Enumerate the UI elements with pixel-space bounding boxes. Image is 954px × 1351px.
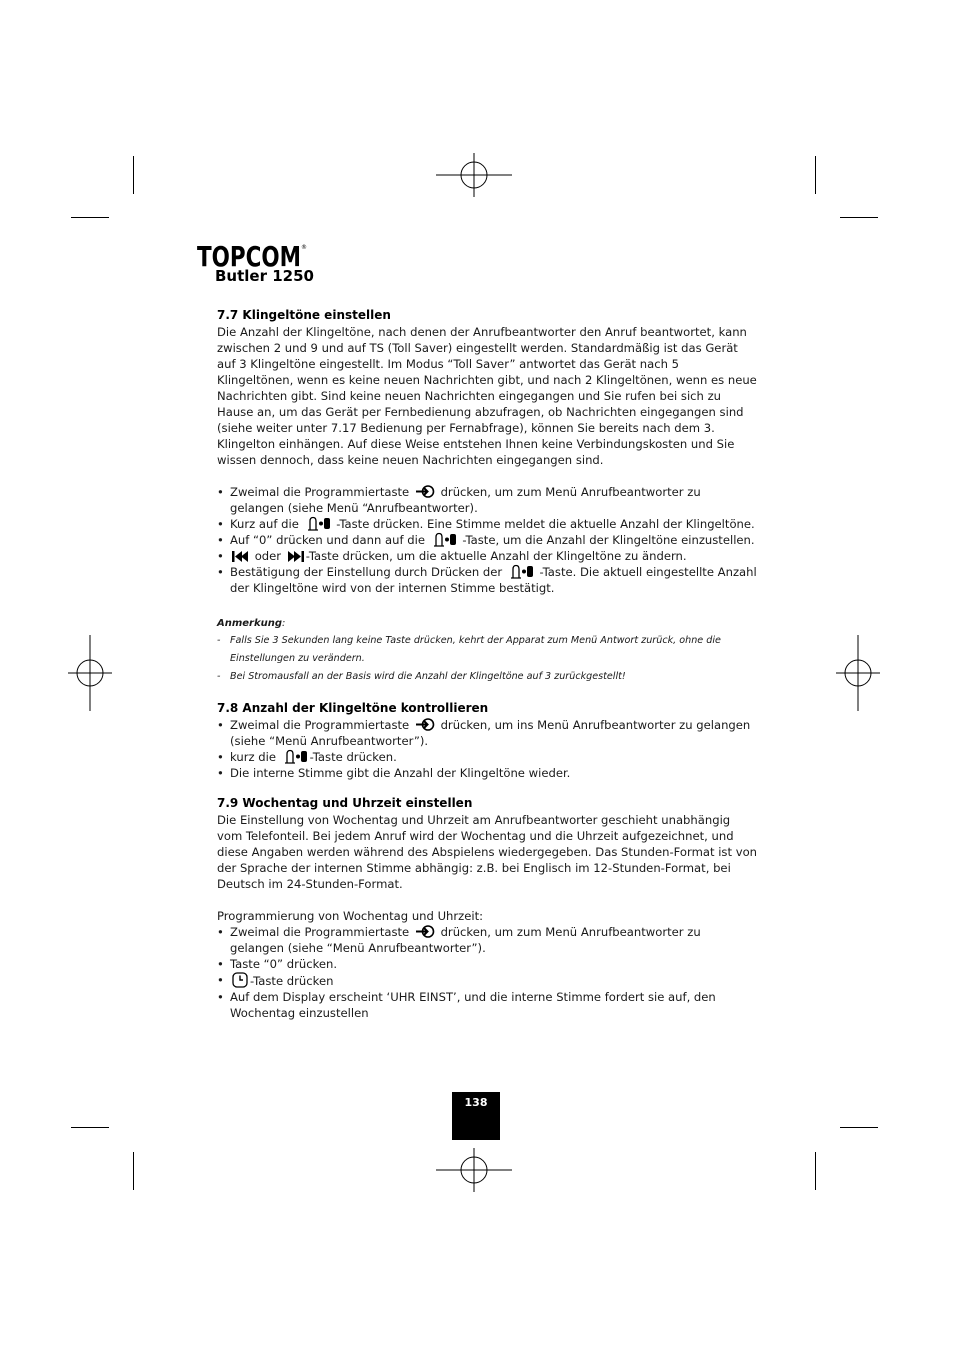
instruction-list [217,924,757,1021]
registration-mark [434,153,514,197]
note-list [217,632,757,686]
logo-text: TOPCOM [197,240,301,272]
forward-icon [287,550,304,563]
list-item: • Die interne Stimme gibt die Anzahl der Klingeltöne wieder. [217,766,571,780]
note-item: - Bei Stromausfall an der Basis wird die Anzahl der Klingeltöne auf 3 zurückgestellt! [217,671,626,682]
crop-mark [815,1152,816,1190]
list-item: • Taste “0” drücken. [217,957,338,971]
crop-mark [133,156,134,194]
list-item: • Kurz auf die -Taste drücken. Eine Stimme meldet die aktuelle Anzahl der Klingeltöne. [217,517,755,531]
crop-mark [133,1152,134,1190]
section-heading: 7.9 Wochentag und Uhrzeit einstellen [217,796,473,810]
programming-label: Programmierung von Wochentag und Uhrzeit: [217,909,484,923]
instruction-list [217,484,757,596]
crop-mark [840,217,878,218]
program-key-icon [415,717,435,732]
ring-bell-icon [305,516,331,531]
note-item: - Falls Sie 3 Sekunden lang keine Taste drücken, kehrt der Apparat zum Menü Antwort zurück, ohne die Einstellungen zu verändern. [217,635,721,664]
crop-mark [815,156,816,194]
section-intro: Die Einstellung von Wochentag und Uhrzeit am Anrufbeantworter geschieht unabhängig vom Telefonteil. Bei jedem Anruf wird der Wochentag und die Uhrzeit aufgezeichnet, und diese Angaben werden während des Abspielens wiedergegeben. Das Stunden-Format ist von der Sprache der internen Stimme abhängig: z.B. bei Englisch im 12-Stunden-Format, bei Deutsch im 24-Stunden-Format. [217,813,758,891]
crop-mark [71,217,109,218]
instruction-list [217,717,757,781]
list-item: • Zweimal die Programmiertaste drücken, um zum Menü Anrufbeantworter zu gelangen (siehe Menü “Anrufbeantworter). [217,485,701,515]
registration-mark [836,633,880,713]
list-item: • oder -Taste drücken, um die aktuelle Anzahl der Klingeltöne zu ändern. [217,549,687,563]
registration-mark [434,1148,514,1192]
list-item: • kurz die -Taste drücken. [217,750,397,764]
section-intro: Die Anzahl der Klingeltöne, nach denen der Anrufbeantworter den Anruf beantwortet, kann zwischen 2 und 9 und auf TS (Toll Saver) eingestellt werden. Standardmäßig ist das Gerät auf 3 Klingeltöne eingestellt. Im Modus “Toll Saver” antwortet das Gerät nach 5 Klingeltönen, wenn es keine neuen Nachrichten gibt, und nach 2 Klingeltönen, wenn es neue Nachrichten gibt. Sind keine neuen Nachrichten eingegangen und Sie rufen bei sich zu Hause an, um das Gerät per Fernbedienung abzufragen, ob Nachrichten eingegangen sind (siehe weiter unter 7.17 Bedienung per Fernabfrage), können Sie bereits nach dem 3. Klingelton einhängen. Auf diese Weise entstehen Ihnen keine Verbindungskosten und Sie wissen dennoch, dass keine neuen Nachrichten eingegangen sind. [217,325,757,467]
list-item: • -Taste drücken [217,973,334,988]
list-item: • Auf “0” drücken und dann auf die -Taste, um die Anzahl der Klingeltöne einzustellen. [217,533,755,547]
note-heading: Anmerkung: [217,618,286,629]
page-number: 138 [452,1092,500,1140]
list-item: • Zweimal die Programmiertaste drücken, um zum Menü Anrufbeantworter zu gelangen (siehe “Menü Anrufbeantworter”). [217,925,701,955]
list-item: • Bestätigung der Einstellung durch Drücken der -Taste. Die aktuell eingestellte Anzahl der Klingeltöne wird von der internen Stimme bestätigt. [217,565,757,595]
clock-icon [232,972,248,988]
ring-bell-icon [282,749,308,764]
program-key-icon [415,924,435,939]
rewind-icon [232,550,249,563]
registration-mark [68,633,112,713]
svg-text:®: ® [301,244,307,251]
page-content [217,307,757,1021]
crop-mark [71,1127,109,1128]
list-item: • Zweimal die Programmiertaste drücken, um ins Menü Anrufbeantworter zu gelangen (siehe “Menü Anrufbeantworter”). [217,718,751,748]
program-key-icon [415,484,435,499]
list-item: • Auf dem Display erscheint ‘UHR EINST’, und die interne Stimme fordert sie auf, den Wochentag einzustellen [217,990,716,1020]
section-heading: 7.8 Anzahl der Klingeltöne kontrollieren [217,701,489,715]
ring-bell-icon [508,564,534,579]
crop-mark [840,1127,878,1128]
section-heading: 7.7 Klingeltöne einstellen [217,308,391,322]
model-name: Butler 1250 [215,267,314,285]
ring-bell-icon [431,532,457,547]
